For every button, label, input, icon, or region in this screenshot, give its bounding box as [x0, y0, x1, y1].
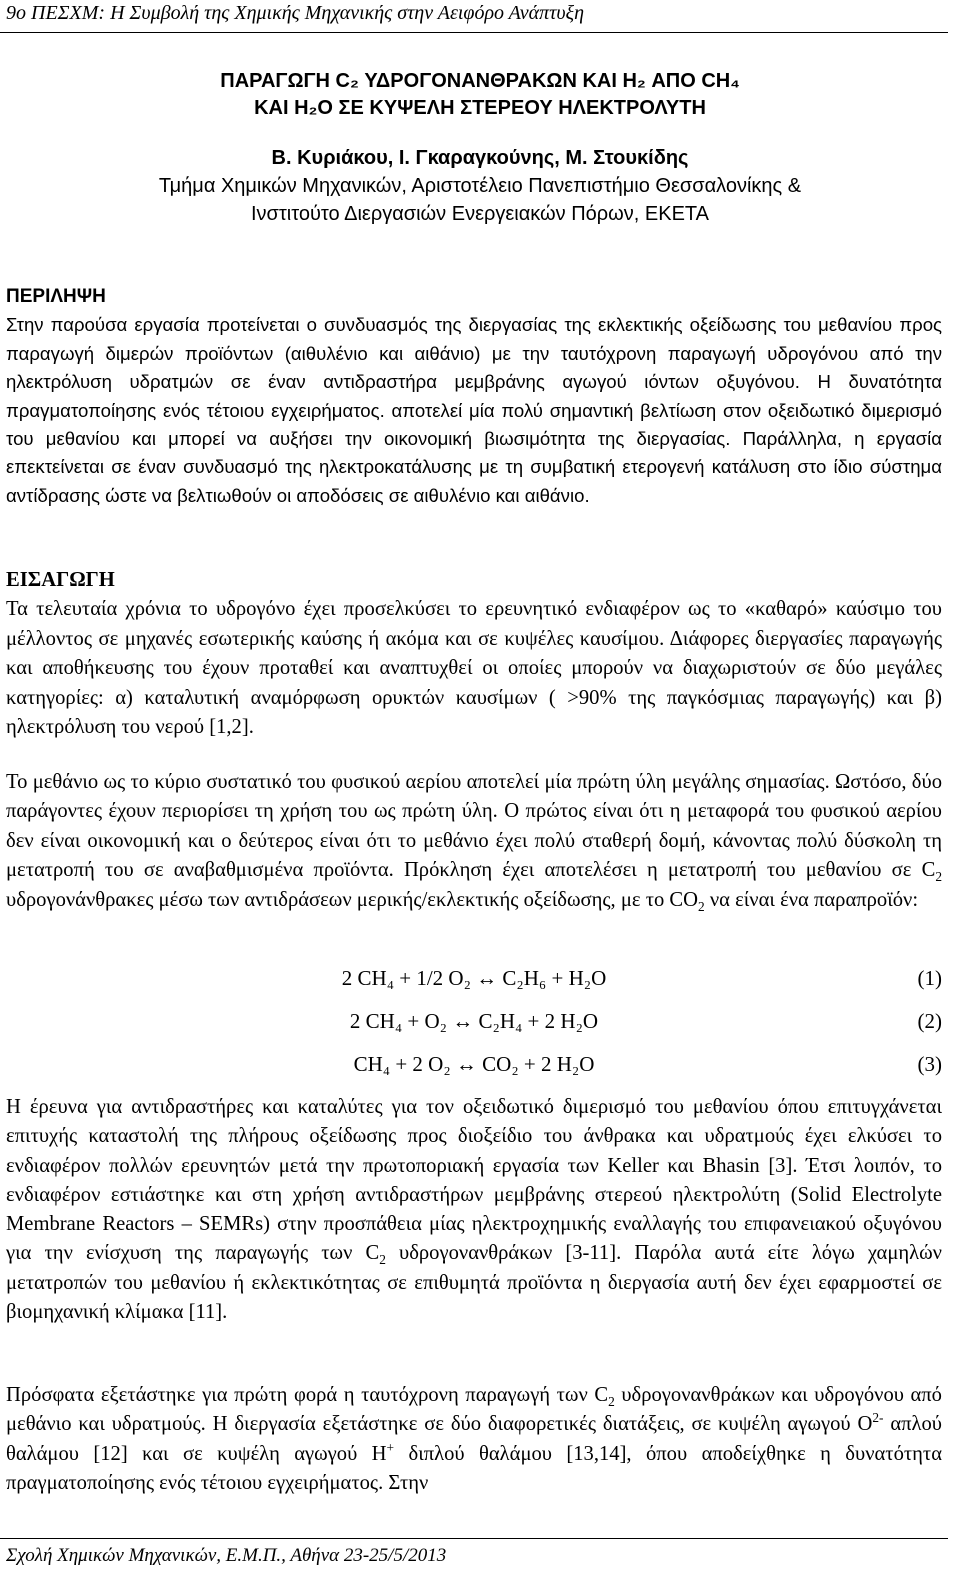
equation-1 [6, 966, 942, 996]
equation-2-formula: 2 CH₄ + O₂ ↔ C₂H₄ + 2 H₂O [349, 1009, 599, 1033]
introduction-heading: ΕΙΣΑΓΩΓΗ [6, 569, 115, 591]
research-text-b: υδρογονανθράκων [3-11]. Παρόλα αυτά είτε λόγω χαμηλών μετατροπών του μεθανίου ή εκλεκτικότητας σε επιθυμητά προϊόντα η διεργασία αυτή δεν έχει εφαρμοστεί σε βιομηχανική κλίμακα [11]. [6, 1242, 942, 1324]
introduction-paragraph-1: Τα τελευταία χρόνια το υδρογόνο έχει προσελκύσει το ερευνητικό ενδιαφέρον ως το «καθαρό» καύσιμο του μέλλοντος σε μηχανές εσωτερικής καύσης ή ακόμα και σε κυψέλες καυσίμου. Διάφορες διεργασίες παραγωγής και αποθήκευσης του έχουν προταθεί και αναπτυχθεί οι οποίες μπορούν να διαχωριστούν σε δύο μεγάλες κατηγορίες: α) καταλυτική αναμόρφωση ορυκτών καυσίμων ( >90% της παγκόσμιας παραγωγής) και β) ηλεκτρόλυση του νερού [1,2]. [6, 598, 942, 739]
equation-2 [6, 1009, 942, 1039]
title-line-2: ΚΑΙ H₂O ΣΕ ΚΥΨΕΛΗ ΣΤΕΡΕΟΥ ΗΛΕΚΤΡΟΛΥΤΗ [254, 97, 706, 119]
methane-text-b: υδρογονάνθρακες μέσω των αντιδράσεων μερικής/εκλεκτικής οξείδωσης, με το CO [6, 888, 699, 911]
abstract-section [6, 283, 942, 510]
recent-text-d: διπλού θαλάμου [13,14], όπου αποδείχθηκε η δυνατότητα πραγματοποίησης ενός τέτοιου εγχειρήματος. Στην [6, 1442, 942, 1494]
research-sub: 2 [379, 1252, 386, 1268]
recent-text-a: Πρόσφατα εξετάστηκε για πρώτη φορά η ταυτόχρονη παραγωγή των C [6, 1384, 609, 1406]
affiliation-line-2: Ινστιτούτο Διεργασιών Ενεργειακών Πόρων, ΕΚΕΤΑ [251, 203, 709, 225]
abstract-heading: ΠΕΡΙΛΗΨΗ [6, 286, 106, 307]
methane-text-a: Το μεθάνιο ως το κύριο συστατικό του φυσικού αερίου αποτελεί μία πρώτη ύλη μεγάλης σημασίας. Ωστόσο, δύο παράγοντες έχουν περιορίσει τη χρήση του ως πρώτη ύλη. Ο πρώτος είναι ότι η μεταφορά του φυσικού αερίου δεν είναι οικονομική και ο δεύτερος είναι ότι το μεθάνιο έχει πολύ σταθερή δομή, κάνοντας πολύ δύσκολη τη μετατροπή του σε αναβαθμισμένα προϊόντα. Πρόκληση έχει αποτελέσει η μετατροπή του μεθανίου σε C [6, 771, 942, 882]
recent-work-paragraph [6, 1381, 942, 1498]
recent-text-c: απλού θαλάμου [12] και σε κυψέλη αγωγού H [6, 1413, 942, 1465]
header-divider [0, 32, 948, 33]
recent-text-b: υδρογονανθράκων και υδρογόνου από μεθάνιο και υδρατμούς. Η διεργασία εξετάστηκε σε δύο διαφορετικές διατάξεις, σε κυψέλη αγωγού O [6, 1384, 942, 1436]
methane-sub-2: 2 [698, 898, 705, 914]
equation-3 [6, 1052, 942, 1082]
footer-divider [0, 1538, 948, 1539]
introduction-section [6, 566, 942, 742]
research-text-a: Η έρευνα για αντιδραστήρες και καταλύτες για τον οξειδωτικό διμερισμό του μεθανίου όπου επιτυγχάνεται επιτυχής καταστολή της πλήρους οξείδωσης προς διοξείδιο του άνθρακα και υδρατμούς έχει ελκύσει το ενδιαφέρον πολλών ερευνητών μετά την πρωτοποριακή εργασία των Keller και Bhasin [3]. Έτσι λοιπόν, το ενδιαφέρον εστιάστηκε και στη χρήση αντιδραστήρων μεμβράνης στερεού ηλεκτρολύτη (Solid Electrolyte Membrane Reactors – SEMRs) στην προσπάθεια μίας ηλεκτροχημικής εναλλαγής του επιφανειακού οξυγόνου για την ενίσχυση της παραγωγής των C [6, 1096, 942, 1265]
methane-sub-1: 2 [935, 869, 942, 885]
equation-3-formula: CH₄ + 2 O₂ ↔ CO₂ + 2 H₂O [353, 1052, 595, 1076]
author-names: Β. Κυριάκου, Ι. Γκαραγκούνης, Μ. Στουκίδης [271, 147, 689, 169]
recent-sup-2: + [386, 1439, 395, 1455]
affiliation-line-1: Τμήμα Χημικών Μηχανικών, Αριστοτέλειο Πανεπιστήμιο Θεσσαλονίκης & [158, 175, 802, 197]
equation-2-number: (2) [917, 1009, 942, 1033]
title-line-1: ΠΑΡΑΓΩΓΗ C₂ ΥΔΡΟΓΟΝΑΝΘΡΑΚΩΝ ΚΑΙ H₂ ΑΠΟ CH₄ [220, 70, 740, 92]
abstract-text: Στην παρούσα εργασία προτείνεται ο συνδυασμός της διεργασίας της εκλεκτικής οξείδωσης του μεθανίου προς παραγωγή διμερών προϊόντων (αιθυλένιο και αιθάνιο) με την ταυτόχρονη παραγωγή υδρογόνου από την ηλεκτρόλυση υδρατμών σε έναν αντιδραστήρα μεμβράνης αγωγού ιόντων οξυγόνου. Η δυνατότητα πραγματοποίησης ενός τέτοιου εγχειρήματος. αποτελεί μία πολύ σημαντική βελτίωση στον οξειδωτικό διμερισμό του μεθανίου και μπορεί να αυξήσει την οικονομική βιωσιμότητα της διεργασίας. Παράλληλα, η εργασία επεκτείνεται σε έναν συνδυασμό της ηλεκτροκατάλυσης με τη συμβατική ετερογενή κατάλυση στο ίδιο σύστημα αντίδρασης ώστε να βελτιωθούν οι αποδόσεις σε αιθυλένιο και αιθάνιο. [6, 314, 942, 506]
equation-1-formula: 2 CH₄ + 1/2 O₂ ↔ C₂H₆ + H₂O [341, 966, 607, 990]
recent-sup-1: 2- [872, 1410, 884, 1426]
page-footer: Σχολή Χημικών Μηχανικών, Ε.Μ.Π., Αθήνα 23-25/5/2013 [6, 1545, 447, 1566]
conference-header-text: 9ο ΠΕΣΧΜ: Η Συμβολή της Χημικής Μηχανικής στην Αειφόρο Ανάπτυξη [6, 2, 585, 24]
recent-sub: 2 [608, 1394, 615, 1410]
methane-text-c: να είναι ένα παραπροϊόν: [704, 888, 919, 911]
equation-1-number: (1) [917, 966, 942, 990]
page-header [0, 0, 960, 36]
author-block [0, 144, 960, 228]
equation-3-number: (3) [917, 1052, 942, 1076]
research-paragraph [6, 1093, 942, 1327]
methane-paragraph [6, 768, 942, 915]
paper-title [0, 68, 960, 122]
